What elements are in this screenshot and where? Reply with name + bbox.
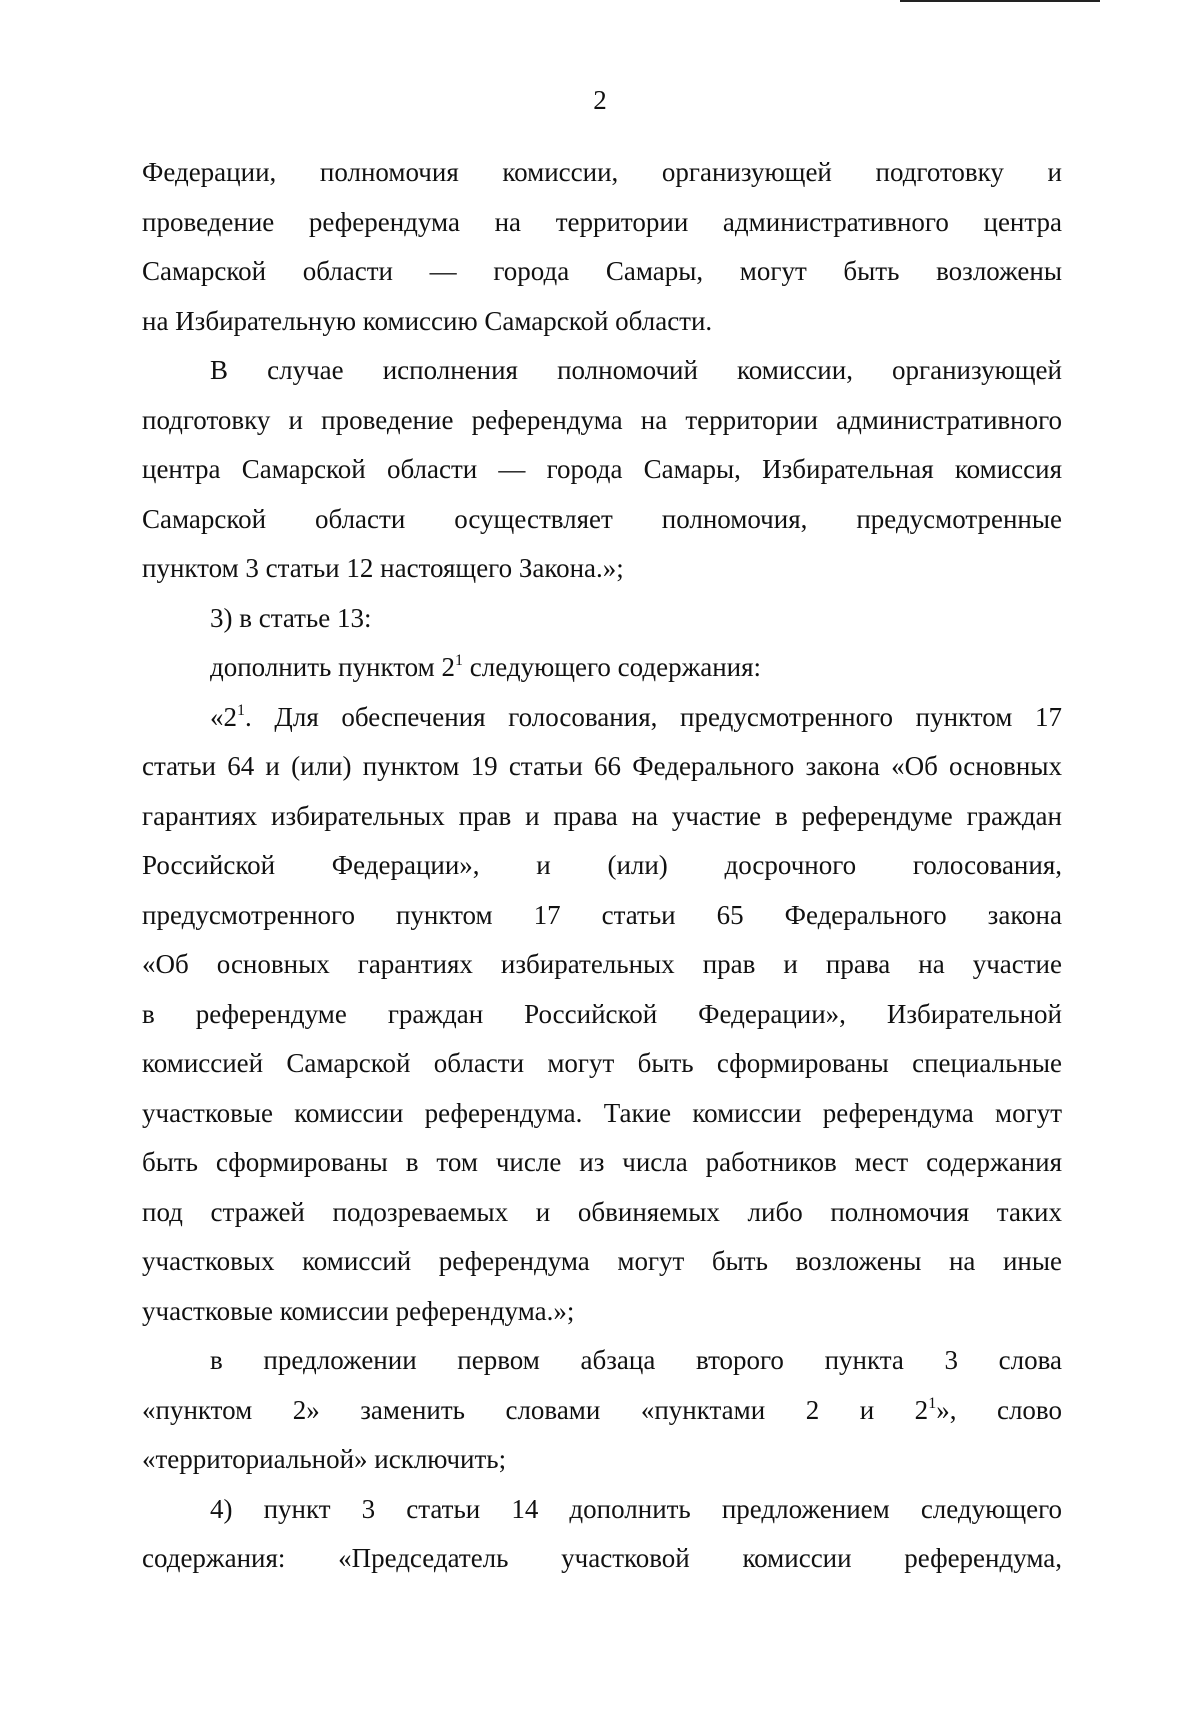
text-line: «Об основных гарантиях избирательных прав и права на участие [142,949,1062,979]
text-line: «территориальной» исключить; [142,1444,507,1474]
paragraph [142,594,1062,644]
text-line: Федерации, полномочия комиссии, организующей подготовку и [142,157,1062,187]
text-line: В случае исполнения полномочий комиссии, организующей [210,355,1062,385]
text-line: содержания: «Председатель участковой комиссии референдума, [142,1543,1062,1573]
paragraph [142,693,1062,1337]
text-line: в предложении первом абзаца второго пункта 3 слова [210,1345,1062,1375]
text-line: 3) в статье 13: [210,602,372,633]
text-line: пунктом 3 статьи 12 настоящего Закона.»; [142,553,624,583]
document-body [142,148,1062,1584]
superscript: 1 [455,652,463,669]
superscript: 1 [928,1394,937,1412]
text-line: центра Самарской области — города Самары, Избирательная комиссия [142,454,1062,484]
paragraph [142,148,1062,346]
text-line: участковые комиссии референдума.»; [142,1295,575,1326]
text-fragment: . Для обеспечения голосования, предусмотренного пунктом 17 [245,701,1062,732]
text-line: 4) пункт 3 статьи 14 дополнить предложением следующего [210,1493,1062,1524]
text-line: под стражей подозреваемых и обвиняемых либо полномочия таких [142,1196,1062,1227]
text-line [142,643,1062,693]
text-line: гарантиях избирательных прав и права на участие в референдуме граждан [142,800,1062,831]
page-number: 2 [593,85,607,115]
text-line: предусмотренного пунктом 17 статьи 65 Федерального закона [142,899,1062,930]
paragraph [142,346,1062,594]
text-line: подготовку и проведение референдума на территории административного [142,404,1062,435]
text-line: комиссией Самарской области могут быть сформированы специальные [142,1048,1062,1078]
text-line: проведение референдума на территории административного центра [142,206,1062,237]
text-line: в референдуме граждан Российской Федерации», Избирательной [142,998,1062,1029]
text-line: на Избирательную комиссию Самарской области. [142,305,713,336]
scan-edge-line [900,0,1100,2]
text-line: участковые комиссии референдума. Такие комиссии референдума могут [142,1097,1062,1128]
text-line: Российской Федерации», и (или) досрочного голосования, [142,850,1062,880]
text-fragment: дополнить пунктом 2 [210,652,455,682]
text-line: участковых комиссий референдума могут быть возложены на иные [142,1246,1062,1276]
text-fragment: «пунктом 2» заменить словами «пунктами 2 и 2 [142,1394,929,1425]
text-fragment: следующего содержания: [469,652,762,682]
text-fragment: «2 [210,701,237,732]
paragraph [142,1336,1062,1485]
text-line: Самарской области — города Самары, могут быть возложены [142,256,1062,286]
paragraph [142,643,1062,693]
text-line: быть сформированы в том числе из числа работников мест содержания [142,1147,1062,1177]
text-fragment: », слово [936,1394,1062,1425]
text-line: Самарской области осуществляет полномочия, предусмотренные [142,503,1062,534]
paragraph [142,1485,1062,1584]
text-line [142,1386,1062,1436]
text-line [142,693,1062,743]
text-line: статьи 64 и (или) пунктом 19 статьи 66 Федерального закона «Об основных [142,751,1062,781]
superscript: 1 [237,701,245,719]
